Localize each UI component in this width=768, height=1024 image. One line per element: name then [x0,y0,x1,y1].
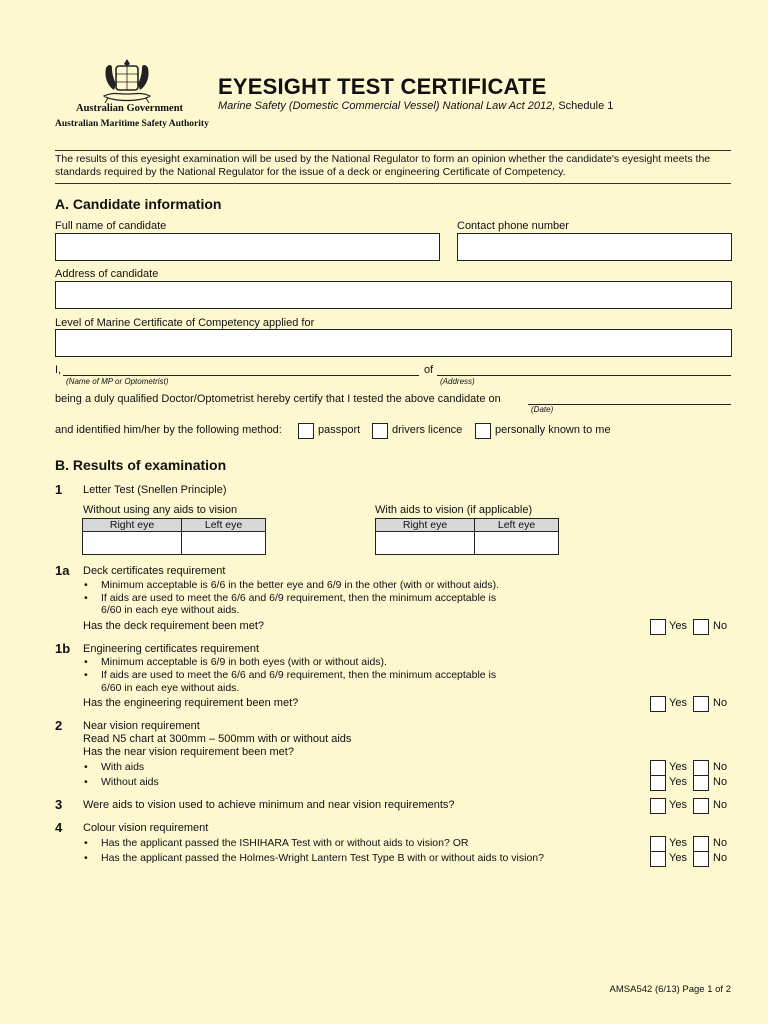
no-label: No [713,761,728,773]
q2-without-aids: • Without aids [101,776,159,788]
q1a-yes-checkbox[interactable] [650,619,666,635]
passport-checkbox[interactable] [298,423,314,439]
drivers-licence-label: drivers licence [392,424,463,436]
q2-question: Has the near vision requirement been met? [83,746,294,758]
q2-with-aids-no-checkbox[interactable] [693,760,709,776]
divider [55,150,731,151]
level-label: Level of Marine Certificate of Competency applied for [55,317,315,329]
level-field[interactable] [55,329,732,357]
phone-label: Contact phone number [457,220,569,232]
with-aids-table [375,518,559,555]
q2-with-aids-yes-checkbox[interactable] [650,760,666,776]
q4-ishihara-no-checkbox[interactable] [693,836,709,852]
q1b-bullet-1: • Minimum acceptable is 6/9 in both eyes (with or without aids). [101,656,387,668]
known-personally-label: personally known to me [495,424,611,436]
yes-label: Yes [669,620,687,632]
left-eye-cell[interactable] [182,532,266,555]
i-label: I, [55,364,62,376]
q2-number: 2 [55,718,63,733]
q3-yes-checkbox[interactable] [650,798,666,814]
page-footer: AMSA542 (6/13) Page 1 of 2 [609,984,731,995]
q1a-no-checkbox[interactable] [693,619,709,635]
yes-label: Yes [669,697,687,709]
yes-label: Yes [669,837,687,849]
q2-label: Near vision requirement [83,720,200,732]
page-title: EYESIGHT TEST CERTIFICATE [218,74,547,99]
q3-no-checkbox[interactable] [693,798,709,814]
date-caption: (Date) [531,405,554,414]
of-label: of [424,364,434,376]
q1b-no-checkbox[interactable] [693,696,709,712]
q4-ishihara-yes-checkbox[interactable] [650,836,666,852]
phone-field[interactable] [457,233,732,261]
q1a-bullet-1: • Minimum acceptable is 6/6 in the better eye and 6/9 in the other (with or without aids). [101,579,499,591]
mp-name-caption: (Name of MP or Optometrist) [66,377,169,386]
address-label: Address of candidate [55,268,159,280]
without-aids-label: Without using any aids to vision [83,504,238,516]
no-label: No [713,852,728,864]
q4-lantern-yes-checkbox[interactable] [650,851,666,867]
q1b-bullet-2-cont: 6/60 in each eye without aids. [101,682,240,694]
q4-ishihara: • Has the applicant passed the ISHIHARA Test with or without aids to vision? OR [101,837,469,849]
q1a-question: Has the deck requirement been met? [83,620,264,632]
q2-with-aids: • With aids [101,761,144,773]
address-field[interactable] [55,281,732,309]
divider [55,183,731,184]
yes-label: Yes [669,852,687,864]
q4-label: Colour vision requirement [83,822,209,834]
page-subtitle [218,100,613,112]
q4-lantern-no-checkbox[interactable] [693,851,709,867]
intro-text: The results of this eyesight examination will be used by the National Regulator to form an opinion whether the candidate's eyesight meets the standards required by the National Regulator for the issue of a deck or engineering Certificate of Competency. [55,153,711,178]
q1a-number: 1a [55,563,70,578]
identified-text: and identified him/her by the following method: [55,424,282,436]
known-personally-checkbox[interactable] [475,423,491,439]
test-date-line[interactable] [528,404,731,405]
q1a-bullet-2: • If aids are used to meet the 6/6 and 6/9 requirement, then the minimum acceptable is [101,592,496,604]
agency-name: Australian Maritime Safety Authority [55,119,209,129]
q1b-question: Has the engineering requirement been met? [83,697,299,709]
no-label: No [713,837,728,849]
yes-label: Yes [669,776,687,788]
q1b-number: 1b [55,641,71,656]
mp-address-caption: (Address) [440,377,475,386]
left-eye-header: Left eye [182,519,266,532]
q2-without-aids-no-checkbox[interactable] [693,775,709,791]
government-name: Australian Government [76,103,184,114]
q1-number: 1 [55,482,63,497]
q4-number: 4 [55,820,63,835]
certify-text: being a duly qualified Doctor/Optometrist hereby certify that I tested the above candidate on [55,393,501,405]
without-aids-table [82,518,266,555]
full-name-field[interactable] [55,233,440,261]
no-label: No [713,697,728,709]
subtitle-act: Marine Safety (Domestic Commercial Vessel) National Law Act 2012, [218,100,556,112]
yes-label: Yes [669,799,687,811]
q2-instruction: Read N5 chart at 300mm – 500mm with or without aids [83,733,352,745]
section-b-heading: B. Results of examination [55,457,227,473]
q1b-yes-checkbox[interactable] [650,696,666,712]
q1b-label: Engineering certificates requirement [83,643,260,655]
right-eye-cell[interactable] [83,532,182,555]
no-label: No [713,799,728,811]
no-label: No [713,620,728,632]
full-name-label: Full name of candidate [55,220,167,232]
section-a-heading: A. Candidate information [55,196,222,212]
q4-lantern: • Has the applicant passed the Holmes-Wright Lantern Test Type B with or without aids to vision? [101,852,544,864]
drivers-licence-checkbox[interactable] [372,423,388,439]
mp-name-line[interactable] [63,375,419,376]
yes-label: Yes [669,761,687,773]
with-aids-label: With aids to vision (if applicable) [375,504,533,516]
subtitle-schedule: Schedule 1 [555,100,614,112]
coat-of-arms-icon [94,56,160,104]
right-eye-header: Right eye [376,519,475,532]
left-eye-header: Left eye [475,519,559,532]
q3-label: Were aids to vision used to achieve minimum and near vision requirements? [83,799,455,811]
passport-label: passport [318,424,361,436]
q1-label: Letter Test (Snellen Principle) [83,484,227,496]
q1a-bullet-2-cont: 6/60 in each eye without aids. [101,604,240,616]
q3-number: 3 [55,797,63,812]
no-label: No [713,776,728,788]
mp-address-line[interactable] [437,375,731,376]
q2-without-aids-yes-checkbox[interactable] [650,775,666,791]
right-eye-header: Right eye [83,519,182,532]
left-eye-cell[interactable] [475,532,559,555]
right-eye-cell[interactable] [376,532,475,555]
q1b-bullet-2: • If aids are used to meet the 6/6 and 6/9 requirement, then the minimum acceptable is [101,669,496,681]
q1a-label: Deck certificates requirement [83,565,226,577]
